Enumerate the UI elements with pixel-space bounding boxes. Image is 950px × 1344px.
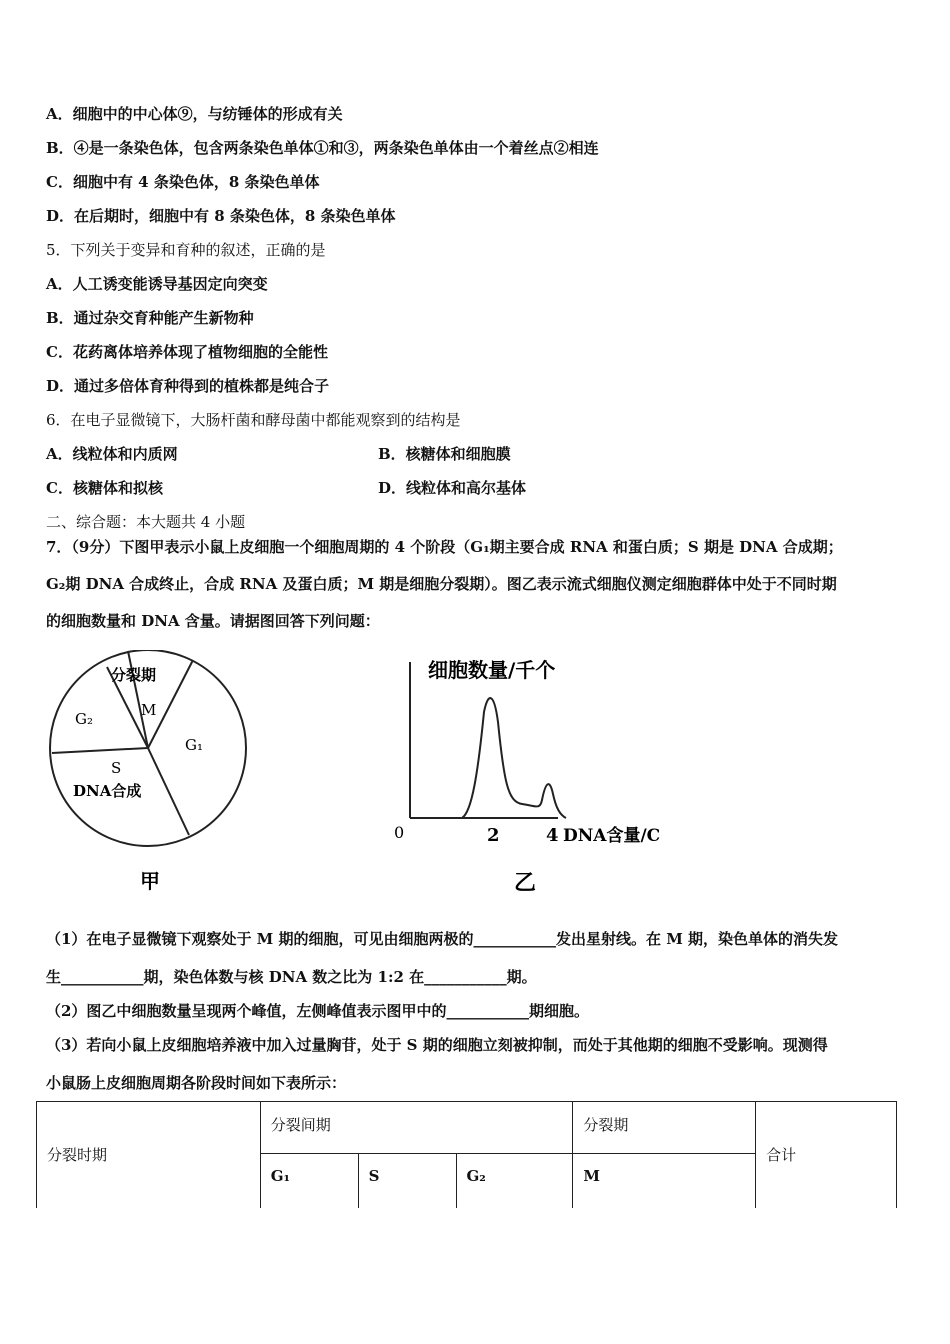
col-s: S (358, 1154, 456, 1208)
caption-jia: 甲 (140, 869, 160, 893)
q7-stem-line1: 7．（9分）下图甲表示小鼠上皮细胞一个细胞周期的 4 个阶段（G₁期主要合成 RNA 和蛋白质；S 期是 DNA 合成期； (46, 538, 843, 556)
col-g1: G₁ (260, 1154, 358, 1208)
origin-label: 0 (394, 823, 405, 842)
q6-option-c: C．核糖体和拟核 (46, 479, 163, 497)
q4-option-d: D．在后期时，细胞中有 8 条染色体，8 条染色单体 (46, 207, 396, 225)
q5-option-d: D．通过多倍体育种得到的植株都是纯合子 (46, 377, 330, 395)
q7-stem-line3: 的细胞数量和 DNA 含量。请据图回答下列问题： (46, 612, 380, 630)
q4-option-b: B．④是一条染色体，包含两条染色单体①和③，两条染色单体由一个着丝点②相连 (46, 139, 599, 157)
figure-jia (45, 650, 260, 900)
q6-option-d: D．线粒体和高尔基体 (378, 479, 527, 497)
q4-option-a: A．细胞中的中心体⑨，与纺锤体的形成有关 (46, 105, 343, 123)
section-heading: 二、综合题：本大题共 4 小题 (46, 513, 246, 531)
caption-yi: 乙 (514, 870, 537, 896)
q4-option-c: C．细胞中有 4 条染色体，8 条染色单体 (46, 173, 320, 191)
cell-cycle-table (36, 1101, 897, 1208)
label-m: M (141, 701, 157, 719)
col-g2: G₂ (456, 1154, 573, 1208)
q7-sub1-line1: （1）在电子显微镜下观察处于 M 期的细胞，可见由细胞两极的___________发出星射线。在 M 期，染色单体的消失发 (46, 930, 839, 948)
header-phase: 分裂时期 (37, 1102, 261, 1208)
histogram-curve (462, 698, 566, 818)
label-dna-synthesis: DNA合成 (73, 782, 142, 800)
label-split-phase: 分裂期 (111, 666, 157, 684)
x-axis-label: DNA含量/C (563, 826, 661, 846)
header-total: 合计 (756, 1102, 897, 1208)
q7-sub2: （2）图乙中细胞数量呈现两个峰值，左侧峰值表示图甲中的___________期细胞。 (46, 1002, 589, 1020)
label-g1: G₁ (185, 736, 203, 754)
q6-stem: 6．在电子显微镜下，大肠杆菌和酵母菌中都能观察到的结构是 (46, 411, 461, 429)
x-tick-2: 2 (487, 825, 500, 846)
y-axis-label: 细胞数量/千个 (428, 658, 556, 682)
q7-sub1-line2: 生___________期，染色体数与核 DNA 数之比为 1:2 在___________期。 (46, 968, 537, 986)
q6-option-a: A．线粒体和内质网 (46, 445, 178, 463)
col-m: M (573, 1154, 756, 1208)
figure-yi (390, 652, 695, 898)
label-g2: G₂ (75, 710, 93, 728)
q7-sub3-line2: 小鼠肠上皮细胞周期各阶段时间如下表所示： (46, 1074, 347, 1092)
header-interphase: 分裂间期 (260, 1102, 573, 1154)
label-s: S (111, 759, 122, 777)
q7-stem-line2: G₂期 DNA 合成终止，合成 RNA 及蛋白质；M 期是细胞分裂期）。图乙表示流式细胞仪测定细胞群体中处于不同时期 (46, 575, 837, 593)
q5-option-a: A．人工诱变能诱导基因定向突变 (46, 275, 268, 293)
x-tick-4: 4 (546, 825, 559, 846)
q5-stem: 5．下列关于变异和育种的叙述，正确的是 (46, 241, 326, 259)
q6-option-b: B．核糖体和细胞膜 (378, 445, 511, 463)
q7-sub3-line1: （3）若向小鼠上皮细胞培养液中加入过量胸苷，处于 S 期的细胞立刻被抑制，而处于其他期的细胞不受影响。现测得 (46, 1036, 828, 1054)
q5-option-c: C．花药离体培养体现了植物细胞的全能性 (46, 343, 328, 361)
header-mitosis: 分裂期 (573, 1102, 756, 1154)
q5-option-b: B．通过杂交育种能产生新物种 (46, 309, 254, 327)
